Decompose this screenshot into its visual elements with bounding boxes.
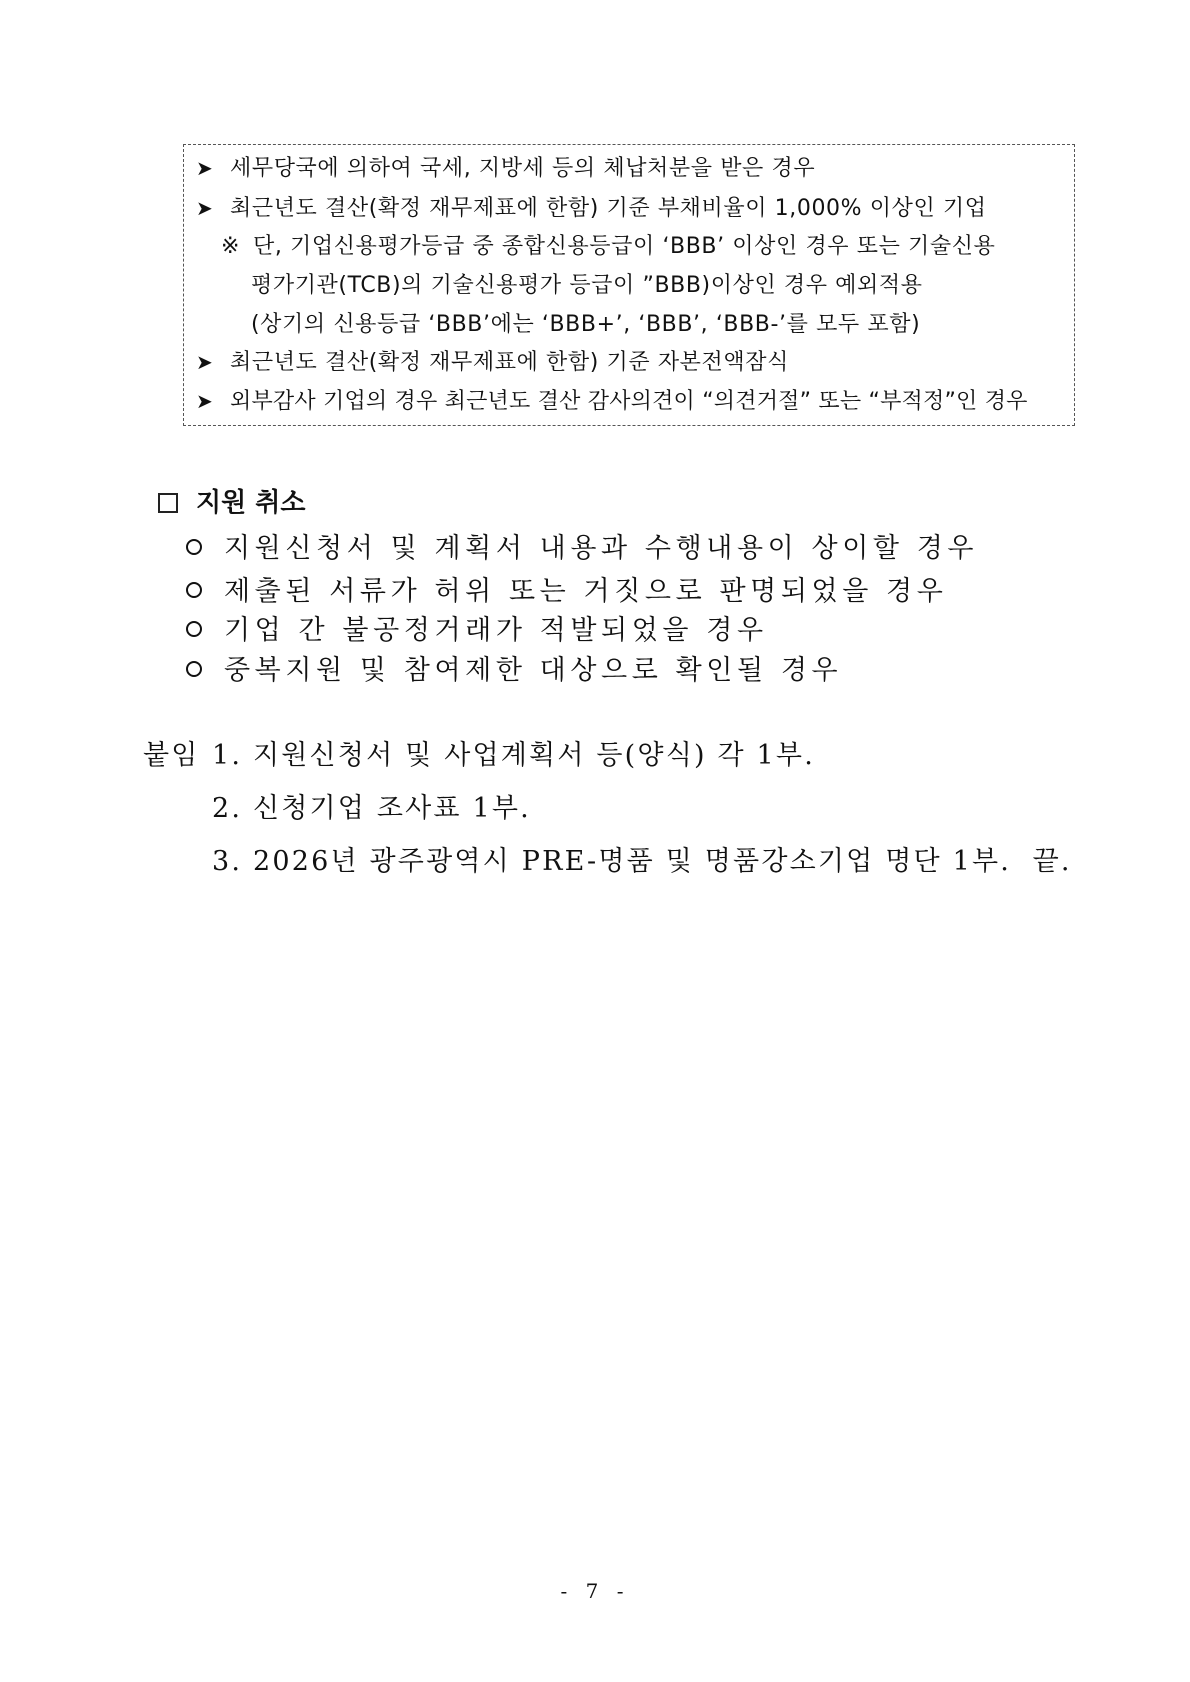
arrow-bullet-icon: ➤ (196, 196, 214, 220)
reference-mark-icon: ※ (221, 234, 241, 259)
condition-note-text: 평가기관(TCB)의 기술신용평가 등급이 ”BBB)이상인 경우 예외적용 (251, 273, 923, 298)
attachments-label: 붙임 (143, 740, 200, 771)
condition-note-continuation (251, 310, 920, 340)
condition-text: 최근년도 결산(확정 재무제표에 한함) 기준 부채비율이 1,000% 이상인 기업 (230, 196, 987, 221)
attachment-item: 1. 지원신청서 및 사업계획서 등(양식) 각 1부. (212, 740, 815, 771)
attachment-item: 3. 2026년 광주광역시 PRE-명품 및 명품강소기업 명단 1부. 끝. (212, 846, 1072, 877)
condition-item (196, 347, 789, 378)
cancellation-item-text: 지원신청서 및 계획서 내용과 수행내용이 상이할 경우 (224, 533, 979, 564)
cancellation-item (186, 531, 978, 567)
cancellation-item (186, 653, 842, 689)
condition-item (196, 153, 815, 184)
cancellation-item-text: 기업 간 불공정거래가 적발되었을 경우 (224, 615, 768, 646)
condition-text: 최근년도 결산(확정 재무제표에 한함) 기준 자본전액잠식 (230, 350, 789, 375)
circle-bullet-icon (186, 661, 202, 677)
arrow-bullet-icon: ➤ (196, 156, 214, 180)
condition-note-text: 단, 기업신용평가등급 중 종합신용등급이 ‘BBB’ 이상인 경우 또는 기술신용 (253, 234, 996, 259)
square-box-icon (158, 493, 178, 513)
cancellation-item (186, 574, 947, 610)
condition-note-text: (상기의 신용등급 ‘BBB’에는 ‘BBB+’, ‘BBB’, ‘BBB-’를 모두 포함) (251, 312, 921, 337)
circle-bullet-icon (186, 582, 202, 598)
circle-bullet-icon (186, 621, 202, 637)
condition-item (196, 193, 987, 224)
cancellation-item-text: 중복지원 및 참여제한 대상으로 확인될 경우 (224, 655, 843, 686)
cancellation-item-text: 제출된 서류가 허위 또는 거짓으로 판명되었을 경우 (224, 576, 948, 607)
condition-note (221, 232, 995, 262)
section-heading-text: 지원 취소 (196, 488, 306, 518)
arrow-bullet-icon: ➤ (196, 350, 214, 374)
section-heading-cancellation (158, 486, 306, 520)
circle-bullet-icon (186, 539, 202, 555)
arrow-bullet-icon: ➤ (196, 389, 213, 413)
condition-note-continuation (251, 271, 923, 301)
condition-item (196, 386, 1028, 417)
attachment-item: 2. 신청기업 조사표 1부. (212, 793, 531, 824)
page-number: - 7 - (560, 1579, 630, 1603)
condition-text: 외부감사 기업의 경우 최근년도 결산 감사의견이 “의견거절” 또는 “부적정”인 경우 (230, 389, 1028, 414)
condition-text: 세무당국에 의하여 국세, 지방세 등의 체납처분을 받은 경우 (230, 156, 816, 181)
cancellation-item (186, 613, 768, 649)
